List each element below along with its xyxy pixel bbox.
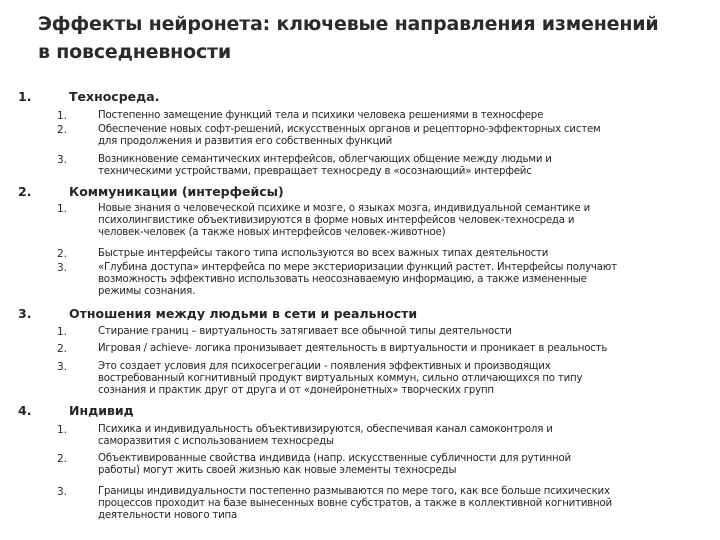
item-number: 2. xyxy=(57,248,68,260)
item-text xyxy=(98,124,708,148)
section-title: Коммуникации (интерфейсы) xyxy=(69,184,284,199)
item-line: Новые знания о человеческой психике и мозге, о языках мозга, индивидуальной семантике и xyxy=(98,203,590,214)
item-number: 2. xyxy=(57,343,68,355)
item-line: Обеспечение новых софт-решений, искусственных органов и рецепторно-эффекторных систем xyxy=(98,124,601,135)
item-line: сознания и практик друг от друга и от «донейронетных» творческих групп xyxy=(98,385,494,396)
item-text xyxy=(98,424,708,448)
item-number: 2. xyxy=(57,453,68,465)
item-line: Постепенно замещение функций тела и психики человека решениями в техносфере xyxy=(98,110,544,121)
item-number: 2. xyxy=(57,124,68,136)
item-line: Игровая / achieve- логика пронизывает деятельность в виртуальности и проникает в реальность xyxy=(98,343,608,354)
item-line: Объективированные свойства индивида (напр. искусственные субличности для рутинной xyxy=(98,453,571,464)
item-number: 3. xyxy=(57,361,68,373)
item-line: психолингвистике объективизируются в форме новых интерфейсов человек-техносреда и xyxy=(98,215,575,226)
item-text xyxy=(98,203,708,239)
section-number: 3. xyxy=(18,306,32,321)
item-line: востребованный когнитивный продукт виртуальных коммун, сильно отличающихся по типу xyxy=(98,373,583,384)
item-line: Стирание границ – виртуальность затягивает все обычной типы деятельности xyxy=(98,326,512,337)
section-title: Индивид xyxy=(69,403,134,418)
item-text xyxy=(98,343,708,355)
item-number: 1. xyxy=(57,203,68,215)
item-line: процессов проходит на базе вынесенных вовне субстратов, а также в коллективной когнитивной xyxy=(98,498,612,509)
title-line-2: в повседневности xyxy=(38,41,231,63)
section-title: Отношения между людьми в сети и реальности xyxy=(69,306,418,321)
item-line: возможность эффективно использовать неосознаваемую информацию, а также измененные xyxy=(98,274,587,285)
item-line: Быстрые интерфейсы такого типа используются во всех важных типах деятельности xyxy=(98,248,549,259)
item-number: 3. xyxy=(57,486,68,498)
section-number: 2. xyxy=(18,184,32,199)
item-line: человек-человек (а также новых интерфейсов человек-животное) xyxy=(98,227,446,238)
item-text xyxy=(98,110,708,122)
item-line: Это создает условия для психосегрегации - появления эффективных и производящих xyxy=(98,361,551,372)
item-number: 3. xyxy=(57,154,68,166)
item-line: режимы сознания. xyxy=(98,286,196,297)
item-line: работы) могут жить своей жизнью как новые элементы техносреды xyxy=(98,465,457,476)
slide-title xyxy=(38,10,688,66)
item-text xyxy=(98,486,708,522)
item-text xyxy=(98,453,708,477)
section-title: Техносреда. xyxy=(69,89,160,104)
section-number: 4. xyxy=(18,403,32,418)
item-line: Границы индивидуальности постепенно размываются по мере того, как все больше психических xyxy=(98,486,610,497)
item-text xyxy=(98,154,708,178)
section-number: 1. xyxy=(18,89,32,104)
item-line: саморазвития с использованием техносреды xyxy=(98,436,334,447)
item-text xyxy=(98,361,708,397)
item-number: 1. xyxy=(57,326,68,338)
item-number: 1. xyxy=(57,424,68,436)
item-number: 3. xyxy=(57,262,68,274)
item-line: Возникновение семантических интерфейсов, облегчающих общение между людьми и xyxy=(98,154,552,165)
title-line-1: Эффекты нейронета: ключевые направления изменений xyxy=(38,13,659,35)
item-text xyxy=(98,248,708,260)
item-text xyxy=(98,326,708,338)
item-line: техническими устройствами, превращает техносреду в «осознающий» интерфейс xyxy=(98,166,532,177)
item-line: для продолжения и развития его собственных функций xyxy=(98,136,393,147)
item-text xyxy=(98,262,708,298)
item-line: Психика и индивидуальность объективизируются, обеспечивая канал самоконтроля и xyxy=(98,424,553,435)
item-line: деятельности нового типа xyxy=(98,510,238,521)
item-line: «Глубина доступа» интерфейса по мере экстериоризации функций растет. Интерфейсы получают xyxy=(98,262,617,273)
item-number: 1. xyxy=(57,110,68,122)
